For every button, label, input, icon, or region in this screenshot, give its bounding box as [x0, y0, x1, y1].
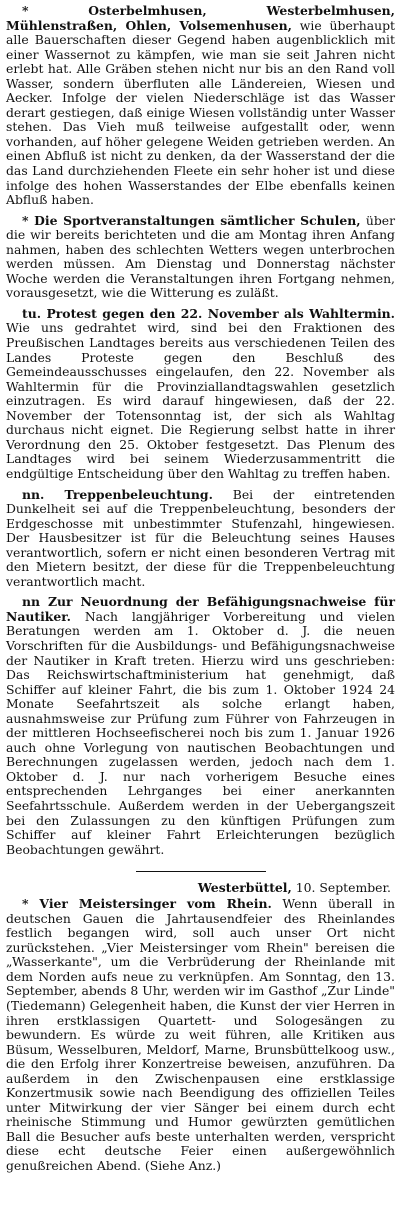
article-headline: tu. Protest gegen den 22. November als Wahltermin. [22, 305, 395, 321]
article-election-protest [6, 307, 395, 482]
article-body: Wie uns gedrahtet wird, sind bei den Fraktionen des Preußischen Landtages bereits aus verschiedenen Teilen des Landes Proteste gegen den Beschluß des Gemeindeausschusses eingelaufen, den 22. November als Wahltermin für die Provinziallandtagswahlen gesetzlich einzutragen. Es wird darauf hingewiesen, daß der 22. November der Totensonntag ist, der sich als Wahltag durchaus nicht eignet. Die Regierung selbst hatte in ihrer Verordnung den 25. Oktober festgesetzt. Das Plenum des Landtages wird bei seinem Wiederzusammentritt die endgültige Entscheidung über den Wahltag zu treffen haben. [6, 320, 395, 481]
article-school-sports [6, 214, 395, 301]
article-nautical-certificates [6, 595, 395, 857]
article-body: Nach langjähriger Vorbereitung und vielen Beratungen werden am 1. Oktober d. J. die neuen Vorschriften für die Ausbildungs- und Befähigungsnachweise der Nautiker in Kraft treten. Hierzu wird uns geschrieben: Das Reichswirtschaftministerium hat genehmigt, daß Schiffer auf kleiner Fahrt, die bis zum 1. Oktober 1924 24 Monate Seefahrtszeit als solche erlangt haben, ausnahmsweise zur Prüfung zum Führer von Fahrzeugen in der mittleren Hochseefischerei noch bis zum 1. Januar 1926 auch ohne Vorlegung von nautischen Beobachtungen und Berechnungen zugelassen werden, jedoch nach dem 1. Oktober d. J. nur nach vorherigem Besuche eines entsprechenden Lehrganges bei einer anerkannten Seefahrtsschule. Außerdem werden in der Uebergangszeit bei den Zulassungen zu den künftigen Prüfungen zum Schiffer auf kleiner Fahrt Erleichterungen bezüglich Beobachtungen gewährt. [6, 608, 395, 857]
article-stair-lighting [6, 488, 395, 590]
article-flooding [6, 4, 395, 208]
section-divider [136, 871, 266, 872]
article-headline: nn. Treppenbeleuchtung. [22, 486, 213, 502]
dateline-place: Westerbüttel, [197, 880, 292, 896]
article-headline: * Vier Meistersinger vom Rhein. [22, 896, 272, 912]
article-headline: * Die Sportveranstaltungen sämtlicher Schulen, [22, 212, 361, 228]
article-body: Wenn überall in deutschen Gauen die Jahrtausendfeier des Rheinlandes festlich begangen wird, soll auch unser Ort nicht zurückstehen. „Vier Meistersinger vom Rhein" bereisen die „Wasserkante", um die Verbrüderung der Rheinlande mit dem Norden aufs neue zu verknüpfen. Am Sonntag, den 13. September, abends 8 Uhr, werden wir im Gasthof „Zur Linde" (Tiedemann) Gelegenheit haben, die Kunst der vier Herren in ihren erstklassigen Quartett- und Sologesängen zu bewundern. Es würde zu weit führen, alle Kritiken aus Büsum, Wesselburen, Meldorf, Marne, Brunsbüttelkoog usw., die den Erfolg ihrer Konzertreise beweisen, anzuführen. Da außerdem in den Zwischenpausen eine erstklassige Konzertmusik sowie nach Beendigung des offiziellen Teiles unter Mitwirkung der vier Sänger bei einem durch echt rheinische Stimmung und Humor gewürzten gemütlichen Ball die Besucher aufs beste unterhalten werden, verspricht diese echt deutsche Feier einen außergewöhnlich genußreichen Abend. (Siehe Anz.) [6, 896, 395, 1174]
article-headline: * Osterbelmhusen, Westerbelmhusen, Mühlenstraßen, Ohlen, Volsemenhusen, [6, 3, 395, 33]
article-body: Bei der eintretenden Dunkelheit sei auf die Treppenbeleuchtung, besonders der Erdgeschosse mit unbestimmter Stufenzahl, hingewiesen. Der Hausbesitzer ist für die Beleuchtung seines Hauses verantwortlich, sofern er nicht einen besonderen Vertrag mit den Mietern besitzt, der diese für die Treppenbeleuchtung verantwortlich macht. [6, 486, 396, 589]
article-headline: nn Zur Neuordnung der Befähigungsnachweise für Nautiker. [6, 594, 395, 624]
article-body: über die wir bereits berichteten und die am Montag ihren Anfang nahmen, haben des schlechten Wetters wegen unterbrochen werden müssen. Am Dienstag und Donnerstag nächster Woche werden die Veranstaltungen ihren Fortgang nehmen, vorausgesetzt, wie die Witterung es zuläßt. [6, 212, 396, 301]
article-meistersinger [6, 897, 395, 1173]
article-body: wie überhaupt alle Bauerschaften dieser Gegend haben augenblicklich mit einer Wassernot zu kämpfen, wie man sie seit Jahren nicht erlebt hat. Alle Gräben stehen nicht nur bis an den Rand voll Wasser, sondern überfluten alle Ländereien, Wiesen und Aecker. Infolge der vielen Niederschläge ist das Wasser derart gestiegen, daß einige Wiesen vollständig unter Wasser stehen. Das Vieh muß teilweise aufgestallt oder, wenn vorhanden, auf höher gelegene Weiden getrieben werden. An einen Abfluß ist nicht zu denken, da der Wasserstand der die das Land durchziehenden Fleete ein sehr hoher ist und diese infolge des hohen Wasserstandes der Elbe ebenfalls keinen Abfluß haben. [6, 17, 395, 208]
dateline [6, 880, 391, 895]
dateline-date: 10. September. [291, 880, 391, 896]
